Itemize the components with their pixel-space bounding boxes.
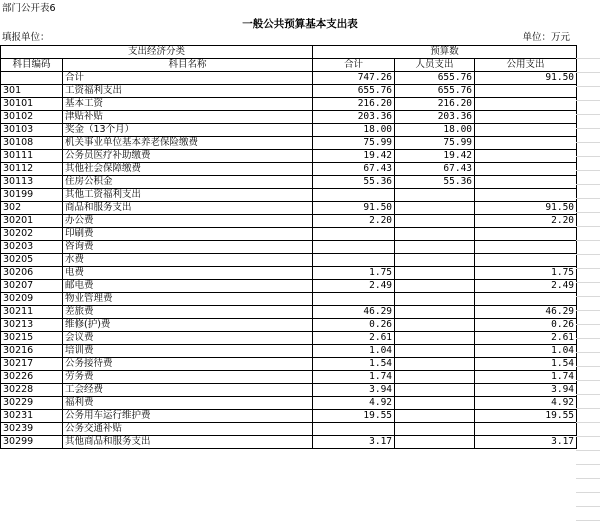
header-staff[interactable]: 人员支出 <box>395 59 475 72</box>
cell-total[interactable]: 4.92 <box>313 397 395 410</box>
cell-name[interactable]: 机关事业单位基本养老保险缴费 <box>63 137 313 150</box>
cell-staff[interactable] <box>395 410 475 423</box>
cell-code[interactable]: 30206 <box>1 267 63 280</box>
cell-staff[interactable] <box>395 293 475 306</box>
cell-code[interactable]: 30228 <box>1 384 63 397</box>
cell-staff[interactable] <box>395 189 475 202</box>
grid-line <box>576 45 600 59</box>
grid-line <box>576 241 600 255</box>
cell-staff[interactable] <box>395 267 475 280</box>
cell-public[interactable] <box>475 241 577 254</box>
header-economic-class[interactable]: 支出经济分类 <box>1 46 313 59</box>
cell-code[interactable] <box>1 72 63 85</box>
sheet-title: 一般公共预算基本支出表 <box>242 18 358 30</box>
grid-line <box>576 87 600 101</box>
cell-code[interactable]: 30299 <box>1 436 63 449</box>
cell-total[interactable]: 2.49 <box>313 280 395 293</box>
grid-line <box>576 325 600 339</box>
cell-name[interactable]: 公务员医疗补助缴费 <box>63 150 313 163</box>
cell-staff[interactable]: 19.42 <box>395 150 475 163</box>
grid-line <box>576 73 600 87</box>
cell-code[interactable]: 301 <box>1 85 63 98</box>
table-row <box>1 215 577 228</box>
cell-name[interactable]: 维修(护)费 <box>63 319 313 332</box>
cell-staff[interactable] <box>395 345 475 358</box>
cell-public[interactable]: 1.54 <box>475 358 577 371</box>
cell-public[interactable]: 4.92 <box>475 397 577 410</box>
cell-public[interactable] <box>475 293 577 306</box>
cell-total[interactable]: 216.20 <box>313 98 395 111</box>
cell-total[interactable]: 0.26 <box>313 319 395 332</box>
cell-staff[interactable] <box>395 228 475 241</box>
table-row <box>1 137 577 150</box>
cell-public[interactable] <box>475 163 577 176</box>
cell-staff[interactable]: 55.36 <box>395 176 475 189</box>
cell-code[interactable]: 30103 <box>1 124 63 137</box>
cell-total[interactable]: 203.36 <box>313 111 395 124</box>
grid-line <box>576 479 600 493</box>
cell-public[interactable]: 19.55 <box>475 410 577 423</box>
grid-line <box>576 171 600 185</box>
sheet-tag-label: 部门公开表6 <box>2 3 56 14</box>
cell-total[interactable]: 18.00 <box>313 124 395 137</box>
cell-code[interactable]: 30217 <box>1 358 63 371</box>
header-public[interactable]: 公用支出 <box>475 59 577 72</box>
header-group-row <box>1 46 577 59</box>
cell-public[interactable]: 2.20 <box>475 215 577 228</box>
cell-code[interactable]: 302 <box>1 202 63 215</box>
cell-name[interactable]: 印刷费 <box>63 228 313 241</box>
cell-name[interactable]: 劳务费 <box>63 371 313 384</box>
cell-code[interactable]: 30213 <box>1 319 63 332</box>
cell-staff[interactable]: 655.76 <box>395 85 475 98</box>
cell-public[interactable]: 46.29 <box>475 306 577 319</box>
cell-public[interactable] <box>475 189 577 202</box>
cell-code[interactable]: 30229 <box>1 397 63 410</box>
table-row <box>1 397 577 410</box>
cell-code[interactable]: 30215 <box>1 332 63 345</box>
cell-staff[interactable] <box>395 241 475 254</box>
cell-staff[interactable] <box>395 215 475 228</box>
cell-public[interactable]: 3.94 <box>475 384 577 397</box>
cell-name[interactable]: 会议费 <box>63 332 313 345</box>
table-row <box>1 371 577 384</box>
cell-code[interactable]: 30207 <box>1 280 63 293</box>
cell-total[interactable]: 67.43 <box>313 163 395 176</box>
cell-code[interactable]: 30201 <box>1 215 63 228</box>
cell-code[interactable]: 30226 <box>1 371 63 384</box>
cell-public[interactable]: 91.50 <box>475 72 577 85</box>
cell-name[interactable]: 合计 <box>63 72 313 85</box>
table-row <box>1 358 577 371</box>
cell-total[interactable]: 75.99 <box>313 137 395 150</box>
cell-total[interactable]: 747.26 <box>313 72 395 85</box>
cell-total[interactable]: 2.20 <box>313 215 395 228</box>
cell-code[interactable]: 30199 <box>1 189 63 202</box>
cell-public[interactable] <box>475 98 577 111</box>
cell-total[interactable]: 46.29 <box>313 306 395 319</box>
header-column-row <box>1 59 577 72</box>
cell-name[interactable]: 住房公积金 <box>63 176 313 189</box>
table-row <box>1 111 577 124</box>
table-row <box>1 410 577 423</box>
grid-line <box>576 227 600 241</box>
header-name[interactable]: 科目名称 <box>63 59 313 72</box>
cell-staff[interactable] <box>395 319 475 332</box>
cell-public[interactable]: 2.49 <box>475 280 577 293</box>
cell-total[interactable]: 91.50 <box>313 202 395 215</box>
cell-total[interactable]: 1.75 <box>313 267 395 280</box>
grid-line <box>576 297 600 311</box>
cell-code[interactable]: 30112 <box>1 163 63 176</box>
table-row <box>1 176 577 189</box>
grid-line <box>576 339 600 353</box>
grid-line <box>576 493 600 507</box>
cell-code[interactable]: 30101 <box>1 98 63 111</box>
cell-staff[interactable] <box>395 202 475 215</box>
table-row <box>1 85 577 98</box>
cell-staff[interactable]: 216.20 <box>395 98 475 111</box>
cell-public[interactable]: 3.17 <box>475 436 577 449</box>
cell-code[interactable]: 30239 <box>1 423 63 436</box>
cell-total[interactable] <box>313 293 395 306</box>
cell-public[interactable]: 91.50 <box>475 202 577 215</box>
cell-name[interactable]: 邮电费 <box>63 280 313 293</box>
cell-name[interactable]: 公务交通补贴 <box>63 423 313 436</box>
cell-staff[interactable]: 75.99 <box>395 137 475 150</box>
cell-staff[interactable] <box>395 332 475 345</box>
table-row <box>1 228 577 241</box>
cell-total[interactable] <box>313 241 395 254</box>
cell-total[interactable] <box>313 228 395 241</box>
cell-total[interactable]: 3.17 <box>313 436 395 449</box>
grid-line <box>576 101 600 115</box>
table-row <box>1 293 577 306</box>
cell-code[interactable]: 30102 <box>1 111 63 124</box>
cell-public[interactable] <box>475 150 577 163</box>
cell-staff[interactable] <box>395 397 475 410</box>
cell-name[interactable]: 奖金（13个月） <box>63 124 313 137</box>
header-budget-amount[interactable]: 预算数 <box>313 46 577 59</box>
cell-name[interactable]: 基本工资 <box>63 98 313 111</box>
grid-line <box>576 59 600 73</box>
cell-public[interactable] <box>475 254 577 267</box>
cell-public[interactable] <box>475 423 577 436</box>
cell-name[interactable]: 公务接待费 <box>63 358 313 371</box>
cell-public[interactable] <box>475 176 577 189</box>
cell-staff[interactable]: 655.76 <box>395 72 475 85</box>
grid-line <box>576 381 600 395</box>
cell-staff[interactable] <box>395 384 475 397</box>
cell-total[interactable]: 1.74 <box>313 371 395 384</box>
table-row <box>1 436 577 449</box>
cell-name[interactable]: 办公费 <box>63 215 313 228</box>
cell-total[interactable] <box>313 254 395 267</box>
cell-public[interactable]: 1.04 <box>475 345 577 358</box>
cell-code[interactable]: 30111 <box>1 150 63 163</box>
header-total[interactable]: 合计 <box>313 59 395 72</box>
cell-name[interactable]: 水费 <box>63 254 313 267</box>
grid-line <box>576 199 600 213</box>
cell-total[interactable] <box>313 189 395 202</box>
table-row <box>1 124 577 137</box>
cell-name[interactable]: 其他工资福利支出 <box>63 189 313 202</box>
cell-staff[interactable] <box>395 306 475 319</box>
table-row <box>1 332 577 345</box>
table-row <box>1 241 577 254</box>
cell-name[interactable]: 物业管理费 <box>63 293 313 306</box>
grid-line <box>576 269 600 283</box>
cell-staff[interactable]: 67.43 <box>395 163 475 176</box>
table-row <box>1 254 577 267</box>
cell-total[interactable]: 3.94 <box>313 384 395 397</box>
cell-total[interactable]: 1.04 <box>313 345 395 358</box>
cell-total[interactable]: 655.76 <box>313 85 395 98</box>
cell-code[interactable]: 30202 <box>1 228 63 241</box>
table-row <box>1 72 577 85</box>
cell-code[interactable]: 30211 <box>1 306 63 319</box>
unit-label: 单位：万元 <box>522 32 570 43</box>
cell-public[interactable]: 2.61 <box>475 332 577 345</box>
fill-unit-label: 填报单位： <box>2 32 50 43</box>
cell-staff[interactable] <box>395 436 475 449</box>
budget-table <box>0 45 577 449</box>
grid-line <box>576 255 600 269</box>
grid-line <box>576 311 600 325</box>
cell-staff[interactable] <box>395 254 475 267</box>
cell-public[interactable]: 0.26 <box>475 319 577 332</box>
cell-public[interactable] <box>475 124 577 137</box>
table-row <box>1 150 577 163</box>
table-row <box>1 98 577 111</box>
grid-line <box>576 353 600 367</box>
cell-staff[interactable] <box>395 371 475 384</box>
cell-name[interactable]: 工资福利支出 <box>63 85 313 98</box>
cell-staff[interactable]: 203.36 <box>395 111 475 124</box>
cell-code[interactable]: 30203 <box>1 241 63 254</box>
grid-line <box>576 465 600 479</box>
cell-staff[interactable]: 18.00 <box>395 124 475 137</box>
table-row <box>1 280 577 293</box>
table-row <box>1 267 577 280</box>
grid-line <box>576 395 600 409</box>
cell-total[interactable]: 55.36 <box>313 176 395 189</box>
cell-name[interactable]: 其他社会保障缴费 <box>63 163 313 176</box>
spreadsheet-grid-edge <box>576 45 600 487</box>
table-row <box>1 189 577 202</box>
grid-line <box>576 115 600 129</box>
cell-name[interactable]: 福利费 <box>63 397 313 410</box>
cell-code[interactable]: 30209 <box>1 293 63 306</box>
cell-public[interactable] <box>475 111 577 124</box>
cell-total[interactable]: 19.55 <box>313 410 395 423</box>
grid-line <box>576 213 600 227</box>
cell-public[interactable] <box>475 228 577 241</box>
grid-line <box>576 157 600 171</box>
table-row <box>1 202 577 215</box>
cell-name[interactable]: 培训费 <box>63 345 313 358</box>
cell-total[interactable]: 1.54 <box>313 358 395 371</box>
cell-name[interactable]: 其他商品和服务支出 <box>63 436 313 449</box>
grid-line <box>576 507 600 521</box>
cell-total[interactable]: 19.42 <box>313 150 395 163</box>
cell-name[interactable]: 电费 <box>63 267 313 280</box>
cell-public[interactable]: 1.75 <box>475 267 577 280</box>
table-row <box>1 384 577 397</box>
grid-line <box>576 451 600 465</box>
cell-code[interactable]: 30231 <box>1 410 63 423</box>
grid-line <box>576 437 600 451</box>
table-row <box>1 306 577 319</box>
cell-total[interactable]: 2.61 <box>313 332 395 345</box>
cell-public[interactable] <box>475 85 577 98</box>
grid-line <box>576 423 600 437</box>
cell-total[interactable] <box>313 423 395 436</box>
cell-name[interactable]: 工会经费 <box>63 384 313 397</box>
table-row <box>1 319 577 332</box>
cell-staff[interactable] <box>395 423 475 436</box>
cell-name[interactable]: 咨询费 <box>63 241 313 254</box>
table-row <box>1 423 577 436</box>
cell-name[interactable]: 津贴补贴 <box>63 111 313 124</box>
header-code[interactable]: 科目编码 <box>1 59 63 72</box>
grid-line <box>576 409 600 423</box>
grid-line <box>576 283 600 297</box>
cell-code[interactable]: 30108 <box>1 137 63 150</box>
cell-public[interactable] <box>475 137 577 150</box>
cell-name[interactable]: 商品和服务支出 <box>63 202 313 215</box>
table-row <box>1 345 577 358</box>
cell-name[interactable]: 差旅费 <box>63 306 313 319</box>
cell-staff[interactable] <box>395 358 475 371</box>
cell-staff[interactable] <box>395 280 475 293</box>
cell-code[interactable]: 30216 <box>1 345 63 358</box>
cell-code[interactable]: 30113 <box>1 176 63 189</box>
grid-line <box>576 367 600 381</box>
cell-name[interactable]: 公务用车运行维护费 <box>63 410 313 423</box>
grid-line <box>576 185 600 199</box>
cell-code[interactable]: 30205 <box>1 254 63 267</box>
table-row <box>1 163 577 176</box>
grid-line <box>576 129 600 143</box>
cell-public[interactable]: 1.74 <box>475 371 577 384</box>
grid-line <box>576 143 600 157</box>
